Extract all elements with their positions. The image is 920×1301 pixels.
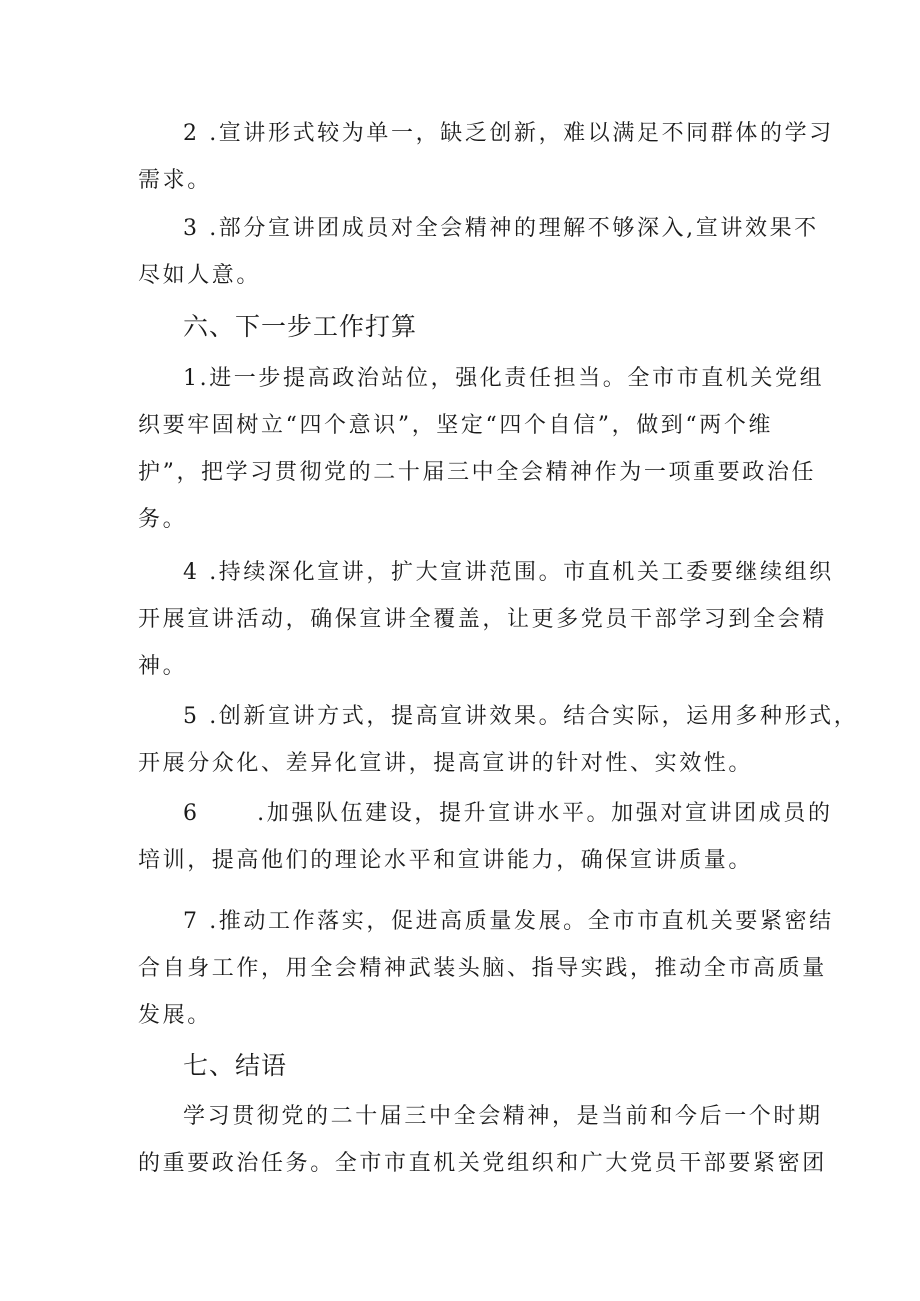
text-line: 2 .宣讲形式较为单一，缺乏创新，难以满足不同群体的学习 bbox=[183, 121, 834, 146]
paragraph-item-4 bbox=[138, 549, 834, 690]
text-line: 需求。 bbox=[138, 168, 212, 193]
paragraph-item-1 bbox=[138, 355, 825, 543]
paragraph-item-7 bbox=[138, 898, 834, 1039]
text-line: 的重要政治任务。全市市直机关党组织和广大党员干部要紧密团 bbox=[138, 1151, 827, 1176]
text-line: 4 .持续深化宣讲，扩大宣讲范围。市直机关工委要继续组织 bbox=[183, 560, 834, 585]
section-heading: 六、下一步工作打算 bbox=[183, 312, 418, 341]
paragraph-item-6 bbox=[138, 790, 833, 884]
text-line: 开展宣讲活动，确保宣讲全覆盖，让更多党员干部学习到全会精 bbox=[138, 607, 827, 632]
paragraph-item-3 bbox=[138, 205, 819, 299]
text-line: 1.进一步提高政治站位，强化责任担当。全市市直机关党组 bbox=[183, 366, 825, 391]
section-heading-6 bbox=[138, 307, 798, 347]
text-line: 尽如人意。 bbox=[138, 263, 262, 288]
text-line: 神。 bbox=[138, 654, 188, 679]
text-line: 5 .创新宣讲方式，提高宣讲效果。结合实际，运用多种形式， bbox=[183, 704, 859, 729]
text-line: 务。 bbox=[138, 507, 188, 532]
text-line: 培训，提高他们的理论水平和宣讲能力，确保宣讲质量。 bbox=[138, 848, 754, 873]
paragraph-item-5 bbox=[138, 693, 859, 787]
text-line: 发展。 bbox=[138, 1003, 212, 1028]
text-line: 合自身工作，用全会精神武装头脑、指导实践，推动全市高质量 bbox=[138, 956, 827, 981]
text-line: 6 .加强队伍建设，提升宣讲水平。加强对宣讲团成员的 bbox=[183, 801, 833, 826]
section-heading: 七、结语 bbox=[183, 1051, 288, 1080]
text-line: 开展分众化、差异化宣讲，提高宣讲的针对性、实效性。 bbox=[138, 751, 754, 776]
text-line: 织要牢固树立“四个意识”，坚定“四个自信”，做到“两个维 bbox=[138, 413, 774, 438]
conclusion-paragraph bbox=[138, 1093, 827, 1187]
text-line: 7 .推动工作落实，促进高质量发展。全市市直机关要紧密结 bbox=[183, 909, 834, 934]
section-heading-7 bbox=[138, 1046, 798, 1086]
text-line: 3 .部分宣讲团成员对全会精神的理解不够深入,宣讲效果不 bbox=[183, 216, 819, 241]
text-line: 护”，把学习贯彻党的二十届三中全会精神作为一项重要政治任 bbox=[138, 460, 817, 485]
text-line: 学习贯彻党的二十届三中全会精神，是当前和今后一个时期 bbox=[183, 1104, 823, 1129]
paragraph-item-2 bbox=[138, 110, 834, 204]
